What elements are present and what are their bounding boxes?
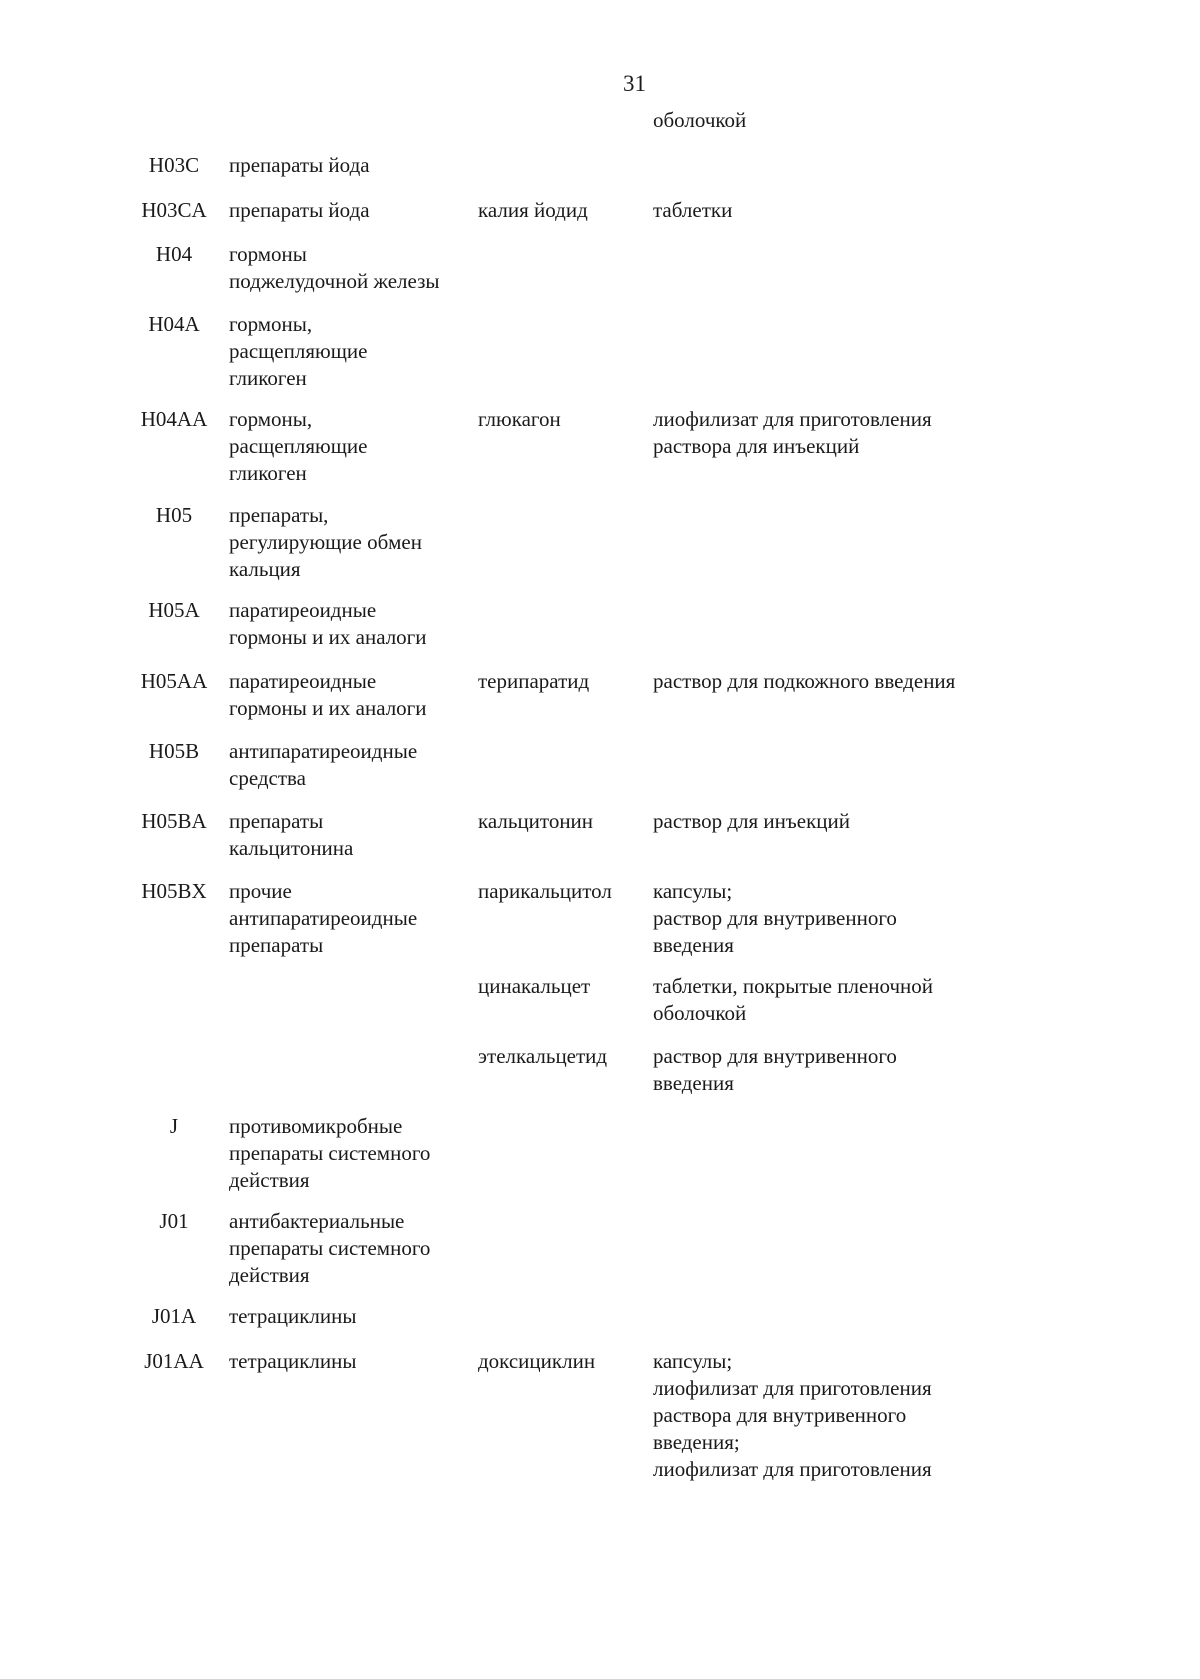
group-name-cell: прочие антипаратиреоидные препараты [229, 879, 418, 957]
group-name-cell: антибактериальные препараты системного действия [229, 1209, 431, 1287]
group-name-cell: тетрациклины [229, 1349, 357, 1373]
atc-code-cell: H04A [148, 312, 200, 336]
dosage-form-cell: раствор для инъекций [653, 809, 850, 833]
atc-code-cell: J01 [159, 1209, 189, 1233]
drug-name-cell: цинакальцет [478, 974, 591, 998]
drug-name-cell: кальцитонин [478, 809, 594, 833]
dosage-form-cell: оболочкой [653, 108, 747, 132]
atc-code-cell: H04 [155, 242, 193, 266]
atc-code-cell: J [169, 1114, 179, 1138]
group-name-cell: паратиреоидные гормоны и их аналоги [229, 669, 427, 720]
group-name-cell: тетрациклины [229, 1304, 357, 1328]
group-name-cell: паратиреоидные гормоны и их аналоги [229, 598, 427, 649]
atc-code-cell: H05BX [141, 879, 207, 903]
page-number: 31 [623, 71, 646, 96]
dosage-form-cell: раствор для подкожного введения [653, 669, 956, 693]
group-name-cell: гормоны, расщепляющие гликоген [229, 407, 368, 485]
drug-name-cell: парикальцитол [478, 879, 612, 903]
dosage-form-cell: капсулы; раствор для внутривенного введения [653, 879, 897, 957]
atc-code-cell: J01AA [144, 1349, 204, 1373]
dosage-form-cell: раствор для внутривенного введения [653, 1044, 897, 1095]
dosage-form-cell: лиофилизат для приготовления раствора для инъекций [653, 407, 932, 458]
atc-code-cell: H04AA [140, 407, 208, 431]
drug-name-cell: калия йодид [478, 198, 588, 222]
drug-name-cell: доксициклин [478, 1349, 596, 1373]
group-name-cell: гормоны поджелудочной железы [229, 242, 440, 293]
atc-code-cell: J01A [151, 1304, 197, 1328]
dosage-form-cell: капсулы; лиофилизат для приготовления раствора для внутривенного введения; лиофилизат для приготовления [653, 1349, 932, 1481]
drug-name-cell: этелкальцетид [478, 1044, 608, 1068]
group-name-cell: противомикробные препараты системного действия [229, 1114, 431, 1192]
group-name-cell: препараты кальцитонина [229, 809, 354, 860]
group-name-cell: гормоны, расщепляющие гликоген [229, 312, 368, 390]
atc-code-cell: H05AA [140, 669, 208, 693]
drug-name-cell: терипаратид [478, 669, 590, 693]
dosage-form-cell: таблетки [653, 198, 733, 222]
atc-code-cell: H03C [148, 153, 200, 177]
drug-name-cell: глюкагон [478, 407, 561, 431]
atc-code-cell: H05BA [141, 809, 207, 833]
group-name-cell: препараты, регулирующие обмен кальция [229, 503, 422, 581]
group-name-cell: препараты йода [229, 198, 370, 222]
group-name-cell: антипаратиреоидные средства [229, 739, 418, 790]
group-name-cell: препараты йода [229, 153, 370, 177]
atc-code-cell: H05A [148, 598, 200, 622]
atc-code-cell: H05B [148, 739, 200, 763]
atc-code-cell: H03CA [141, 198, 207, 222]
atc-code-cell: H05 [155, 503, 193, 527]
dosage-form-cell: таблетки, покрытые пленочной оболочкой [653, 974, 934, 1025]
